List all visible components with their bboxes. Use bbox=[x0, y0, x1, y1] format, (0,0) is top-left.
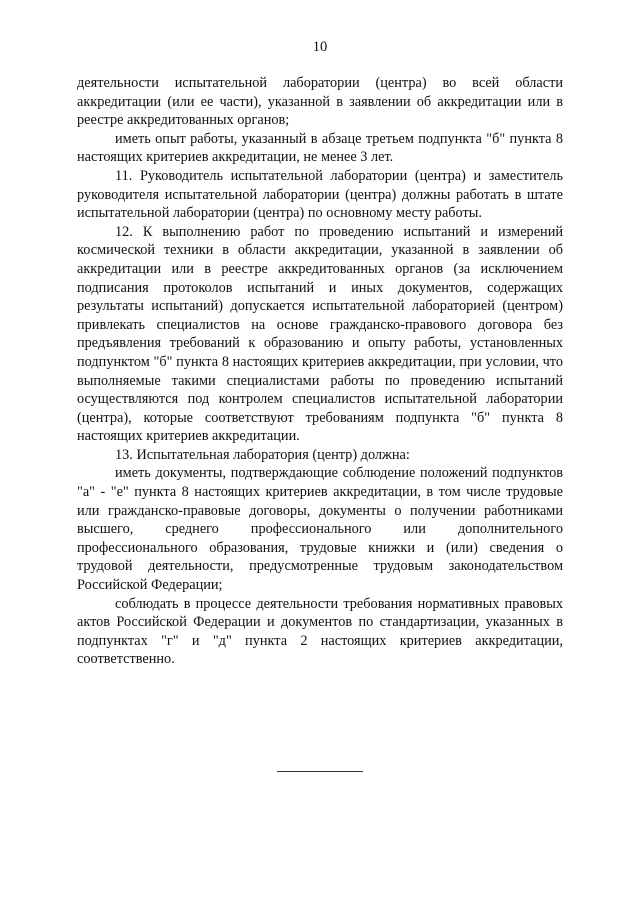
page-number: 10 bbox=[312, 39, 328, 55]
paragraph-item-13: 13. Испытательная лаборатория (центр) должна: bbox=[115, 446, 410, 463]
paragraph-item-11: 11. Руководитель испытательной лаборатории (центра) и заместитель руководителя испытательной лаборатории (центра) должны работать в штате испытательной лаборатории (центра) по основному месту работы. bbox=[77, 167, 563, 222]
paragraph-continuation-area-of-accreditation: деятельности испытательной лаборатории (центра) во всей области аккредитации (или ее части), указанной в заявлении об аккредитации или в реестре аккредитованных органов; bbox=[77, 75, 563, 129]
footer-rule bbox=[277, 771, 363, 772]
paragraph-item-13-documents: иметь документы, подтверждающие соблюдение положений подпунктов "а" - "е" пункта 8 настоящих критериев аккредитации, в том числе трудовые или гражданско-правовые договоры, документы о получении работниками высшего, среднего профессионального или дополнительного профессионального образования, трудовые книжки и (или) сведения о трудовой деятельности, предусмотренные трудовым законодательством Российской Федерации; bbox=[77, 465, 563, 594]
paragraph-work-experience: иметь опыт работы, указанный в абзаце третьем подпункта "б" пункта 8 настоящих критериев аккредитации, не менее 3 лет. bbox=[77, 130, 563, 166]
document-body bbox=[77, 74, 563, 669]
paragraph-item-12: 12. К выполнению работ по проведению испытаний и измерений космической техники в области аккредитации, указанной в заявлении об аккредитации или в реестре аккредитованных органов (за исключением подписания протоколов испытаний и иных документов, содержащих результаты испытаний) допускается испытательной лабораторией (центром) привлекать специалистов на основе гражданско-правового договора без предъявления требований к образованию и опыту работы, установленных подпунктом "б" пункта 8 настоящих критериев аккредитации, при условии, что выполняемые такими специалистами работы по проведению испытаний осуществляются под контролем специалистов испытательной лаборатории (центра), которые соответствуют требованиям подпункта "б" пункта 8 настоящих критериев аккредитации. bbox=[77, 223, 563, 445]
paragraph-item-13-compliance: соблюдать в процессе деятельности требования нормативных правовых актов Российской Федерации и документов по стандартизации, указанных в подпунктах "г" и "д" пункта 2 настоящих критериев аккредитации, соответственно. bbox=[77, 595, 563, 668]
